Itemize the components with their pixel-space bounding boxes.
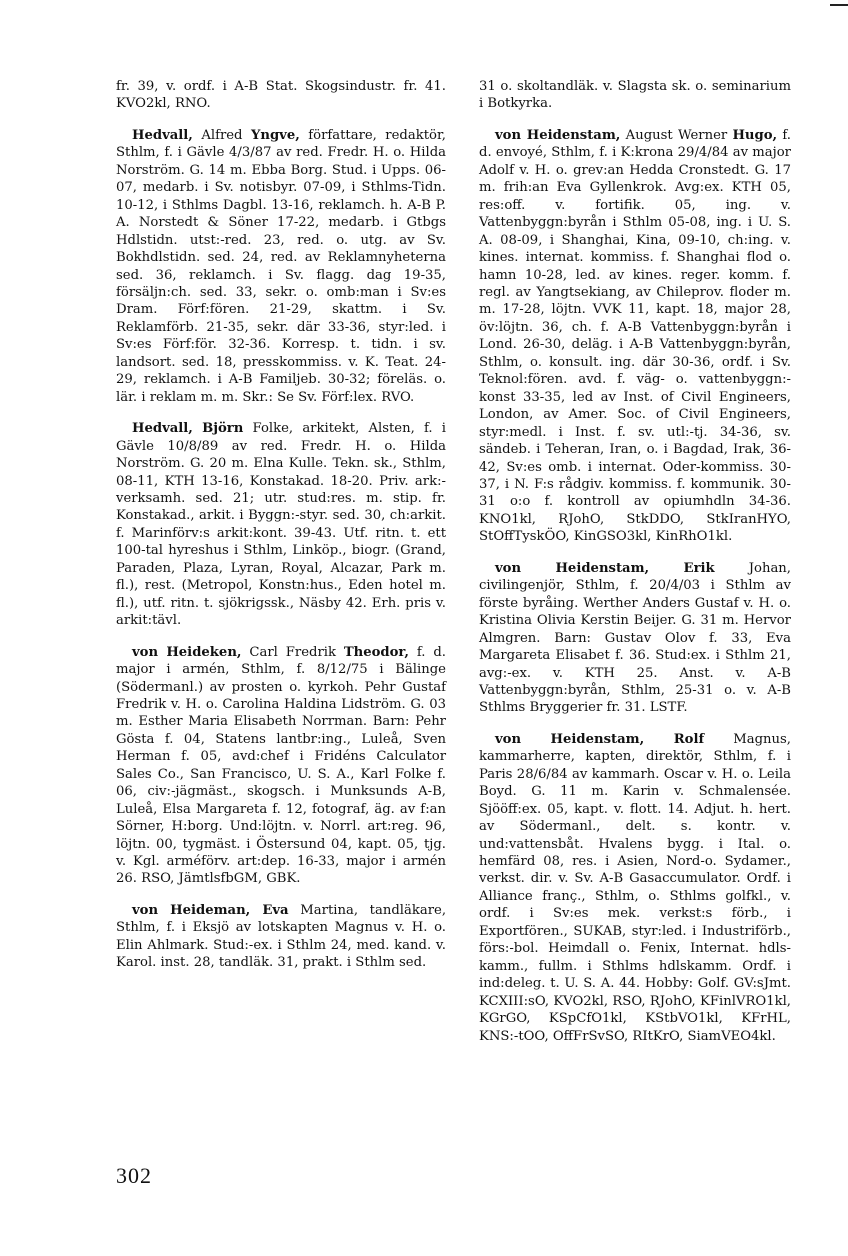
entry-called-name: Hugo, (732, 127, 778, 143)
entry-heidenstam-erik (479, 560, 791, 717)
entry-heideman-eva (116, 902, 446, 972)
page-number: 302 (116, 1163, 152, 1188)
entry-surname: Heideken, (166, 644, 242, 660)
entry-continued (116, 78, 446, 113)
entry-given-names: Johan, civilingenjör, (479, 560, 791, 594)
entry-body: kapten, direktör, Sthlm, f. i Paris 28/6/84 av kammarh. Oscar v. H. o. Leila Boyd. G. 11 m. Karin v. Schmalensée. Sjööff:ex. 05, kapt. v. flott. 14. Adjut. h. hert. av Södermanl., delt. s. kontr. v. und:vattensbåt. Hvalens bygg. i Ital. o. hemfärd 08, res. i Asien, Nord-o. Sydamer., verkst. dir. v. Sv. A-B Gasaccumulator. Ordf. i Alliance franç., Sthlm, o. Sthlms golfkl., v. ordf. i Sv:es mek. verkst:s förb., i Exportfören., SUKAB, styr:led. i Industriförb., förs:-bol. Heimdall o. Fenix, Internat. hdls-kamm., fullm. i Sthlms hdlskamm. Ordf. i ind:deleg. t. U. S. A. 44. Hobby: Golf. GV:sJmt. KCXIII:sO, KVO2kl, RSO, RJohO, KFinlVRO1kl, KGrGO, KSpCfO1kl, KStbVO1kl, KFrHL, KNS:-tOO, OffFrSvSO, RItKrO, SiamVEO4kl. (479, 749, 791, 1044)
entry-surname: Hedvall, (132, 127, 193, 143)
entry-hedvall-yngve (116, 127, 446, 406)
entry-given-names (193, 421, 202, 436)
right-column (479, 78, 791, 1059)
entry-given-names: Martina, tandläkare, (288, 902, 447, 918)
entry-given-rest: Folke, (243, 421, 294, 437)
entry-given-names: Magnus, kammarherre, (479, 731, 792, 765)
left-column (116, 78, 446, 986)
entry-hedvall-bjorn (116, 420, 446, 629)
entry-given-names: Alfred (192, 127, 251, 143)
entry-surname: Heideman, Eva (170, 902, 289, 918)
entry-heidenstam-hugo (479, 127, 791, 546)
entry-surname: Heidenstam, (526, 127, 621, 143)
entry-body: f. d. envoyé, Sthlm, f. i K:krona 29/4/84 av major Adolf v. H. o. grev:an Hedda Cronstedt. G. 17 m. frih:an Eva Gyllenkrok. Avg:ex. KTH 05, res:off. v. fortifik. 05, ing. v. Vattenbyggn:byrån i Sthlm 05-08, ing. i U. S. A. 08-09, i Shanghai, Kina, 09-10, ch:ing. v. kines. internat. kommiss. f. Shanghai flod o. hamn 10-28, led. av kines. reger. komm. f. regl. av Yangtsekiang, av Chileprov. floder m. m. 17-28, löjtn. VVK 11, kapt. 18, major 28, öv:löjtn. 36, ch. f. A-B Vattenbyggn:byrån i Lond. 26-30, deläg. i A-B Vattenbyggn:byrån, Sthlm, o. konsult. ing. där 30-36, ordf. i Sv. Teknol:fören. avd. f. väg- o. vattenbyggn:-konst 33-35, led av Inst. of Civil Engineers, London, av Amer. Soc. of Civil Engineers, styr:medl. i Inst. f. sv. utl:-tj. 34-36, sv. sändeb. i Teheran, Iran, o. i Bagdad, Irak, 36-42, Sv:es omb. i internat. Oder-kommiss. 30-37, i N. F:s rådgiv. kommiss. f. kommunik. 30-31 o:o f. kontroll av opiumhdln 34-36. KNO1kl, RJohO, StkDDO, StkIranHYO, StOffTyskÖO, KinGSO3kl, KinRhO1kl. (479, 127, 791, 545)
entry-name-prefix: von (132, 902, 171, 918)
entry-heideken-theodor (116, 644, 446, 888)
entry-given-names: August Werner (620, 127, 733, 143)
entry-body: Sthlm, f. i Eksjö av lotskapten Magnus v. H. o. Elin Ahlmark. Stud:-ex. i Sthlm 24, med. kand. v. Karol. inst. 28, tandläk. 31, prakt. i Sthlm sed. (116, 920, 446, 971)
entry-surname: Heidenstam, Rolf (550, 731, 705, 747)
entry-body: fr. 39, v. ordf. i A-B Stat. Skogsindustr. fr. 41. KVO2kl, RNO. (116, 79, 446, 112)
entry-name-prefix: von (495, 731, 551, 747)
entry-called-name: Yngve, (250, 127, 300, 143)
entry-heidenstam-rolf (479, 731, 791, 1045)
entry-body: Sthlm, f. 20/4/03 i Sthlm av förste byråing. Werther Anders Gustaf v. H. o. Kristina Olivia Kerstin Beijer. G. 31 m. Hervor Almgren. Barn: Gustav Olov f. 33, Eva Margareta Elisabet f. 36. Stud:ex. i Sthlm 21, avg:-ex. v. KTH 25. Anst. v. A-B Vattenbyggn:byrån, Sthlm, 25-31 o. v. A-B Sthlms Bryggerier fr. 31. LSTF. (479, 578, 791, 716)
entry-name-prefix: von (495, 127, 527, 143)
entry-called-name: Theodor, (343, 644, 410, 660)
entry-surname: Hedvall, (132, 421, 193, 437)
entry-called-name: Björn (202, 421, 244, 437)
entry-surname: Heidenstam, Erik (555, 560, 715, 576)
entry-body: f. d. major i armén, Sthlm, f. 8/12/75 i Bälinge (Södermanl.) av prosten o. kyrkoh. Pehr Gustaf Fredrik v. H. o. Carolina Haldina Lidström. G. 03 m. Esther Maria Elisabeth Norrman. Barn: Pehr Gösta f. 04, Statens lantbr:ing., Luleå, Sven Herman f. 05, avd:chef i Fridéns Calculator Sales Co., San Francisco, U. S. A., Karl Folke f. 06, civ:-jägmäst., skogsch. i Munksunds A-B, Luleå, Elsa Margareta f. 12, fotograf, äg. av f:an Sörner, H:borg. Und:löjtn. v. Norrl. art:reg. 96, löjtn. 00, tygmäst. i Östersund 04, kapt. 05, tjg. v. Kgl. arméförv. art:dep. 16-33, major i armén 26. RSO, JämtlsfbGM, GBK. (116, 644, 447, 887)
entry-body: 31 o. skoltandläk. v. Slagsta sk. o. seminarium i Botkyrka. (479, 79, 791, 112)
page-corner-mark (830, 4, 848, 6)
entry-body: arkitekt, Alsten, f. i Gävle 10/8/89 av red. Fredr. H. o. Hilda Norström. G. 20 m. Elna Kulle. Tekn. sk., Sthlm, 08-11, KTH 13-16, Konstakad. 18-20. Priv. ark:-verksamh. sed. 21; utr. stud:res. m. stip. fr. Konstakad., arkit. i Byggn:-styr. sed. 30, ch:arkit. f. Marinförv:s arkit:kont. 39-43. Utf. ritn. t. ett 100-tal hyreshus i Sthlm, Linköp., biogr. (Grand, Paraden, Plaza, Lyran, Royal, Alcazar, Park m. fl.), rest. (Metropol, Konstn:hus., Eden hotel m. fl.), utf. ritn. t. sjökrigssk., Näsby 42. Erh. pris v. arkit:tävl. (116, 421, 446, 629)
entry-name-prefix: von (495, 560, 556, 576)
entry-continued (479, 78, 791, 113)
entry-given-names: Carl Fredrik (241, 644, 344, 660)
entry-body: författare, redaktör, Sthlm, f. i Gävle 4/3/87 av red. Fredr. H. o. Hilda Norström. G. 14 m. Ebba Borg. Stud. i Upps. 06-07, medarb. i Sv. notisbyr. 07-09, i Sthlms-Tidn. 10-12, i Sthlms Dagbl. 13-16, reklamch. h. A-B P. A. Norstedt & Söner 17-22, medarb. i Gtbgs Hdlstidn. utst:-red. 23, red. o. utg. av Sv. Bokhdlstidn. sed. 24, red. av Reklamnyheterna sed. 36, reklamch. i Sv. flagg. dag 19-35, försäljn:ch. sed. 33, sekr. o. omb:man i Sv:es Dram. Förf:fören. 21-29, skattm. i Sv. Reklamförb. 21-35, sekr. där 33-36, styr:led. i Sv:es Förf:för. 32-36. Korresp. t. tidn. i sv. landsort. sed. 18, presskommiss. v. K. Teat. 24-29, reklamch. i A-B Familjeb. 30-32; föreläs. o. lär. i reklam m. m. Skr.: Se Sv. Förf:lex. RVO. (116, 127, 446, 405)
entry-name-prefix: von (132, 644, 167, 660)
